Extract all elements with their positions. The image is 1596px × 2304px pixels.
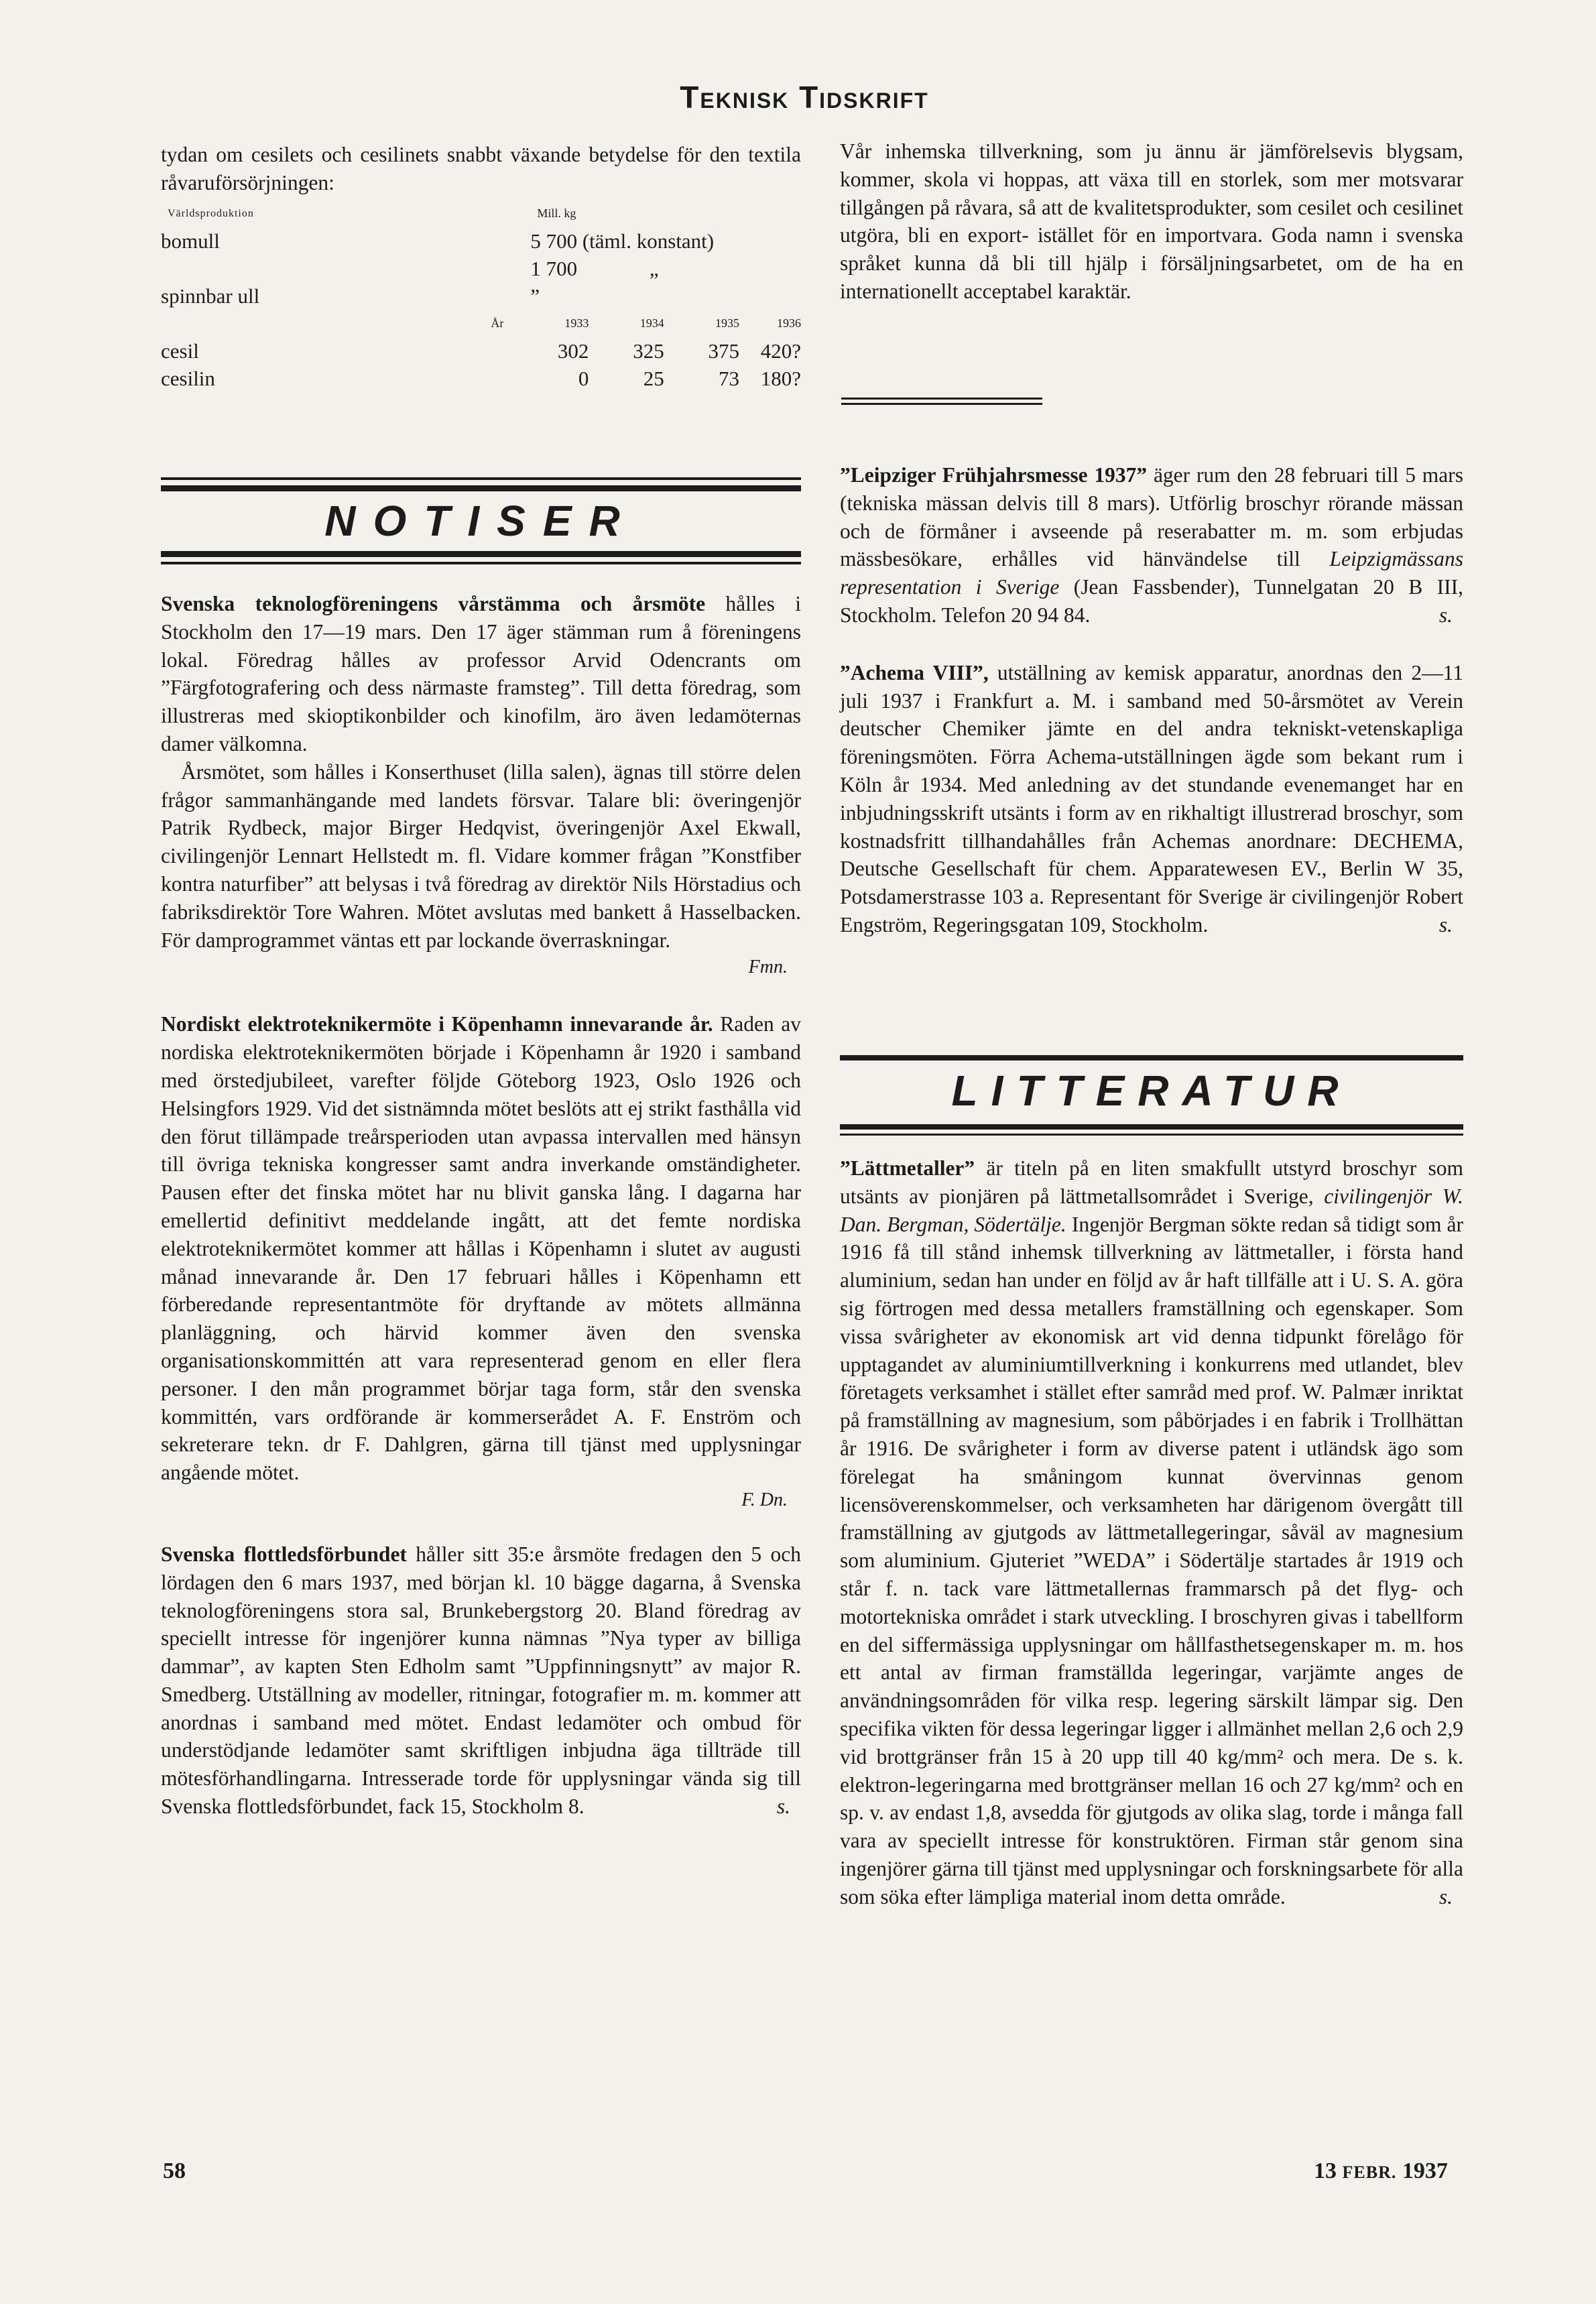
intro-left xyxy=(161,141,801,392)
year-cell: 1934 xyxy=(639,316,664,330)
row-value: 1 700 xyxy=(530,256,578,280)
article-signature: s. xyxy=(1438,603,1453,627)
notiser-rule-bottom xyxy=(161,562,801,564)
unit-label: Mill. kg xyxy=(537,206,576,220)
table-row xyxy=(161,365,801,392)
divider-rule xyxy=(841,398,1042,400)
page-number: 58 xyxy=(163,2159,186,2183)
litteratur-heading: LITTERATUR xyxy=(951,1067,1352,1115)
row-value: 5 700 (täml. konstant) xyxy=(530,229,715,253)
article-signature: s. xyxy=(1438,1884,1453,1908)
row-name: bomull xyxy=(161,229,220,253)
intro-right xyxy=(840,137,1463,306)
article-body: äger rum den 28 februari till 5 mars (tekniska mässan delvis till 8 mars). Utförlig broschyr rörande mässan och de förmåner i avseende på reserabatter m. m. som erbjudas mässbesökare, erhålles vid hänvändelse till xyxy=(840,463,1463,571)
notiser-heading: NOTISER xyxy=(324,497,637,545)
article-signature: F. Dn. xyxy=(741,1489,788,1510)
table-row xyxy=(161,337,801,365)
article xyxy=(840,659,1463,939)
article-emphasis: civilingenjör W. Dan. Bergman, Södertälje. xyxy=(840,1184,1463,1236)
litteratur-rule-bottom xyxy=(840,1124,1463,1130)
divider-rule xyxy=(841,403,1042,405)
notiser-left-column xyxy=(161,590,801,1821)
year-label: År xyxy=(491,316,504,330)
notiser-rule-top xyxy=(161,477,801,480)
table-row xyxy=(161,227,801,255)
article-signature: s. xyxy=(776,1795,790,1819)
article-lead: ”Achema VIII”, xyxy=(840,660,989,684)
notiser-right-column xyxy=(840,461,1463,939)
article-body: Raden av nordiska elektroteknikermöten började i Köpenhamn år 1920 i samband med örstedjubileet, varefter följde Göteborg 1923, Oslo 1926 och Helsingfors 1929. Vid det sistnämnda mötet beslöts att ej strikt fasthålla vid den förut tillämpade treårsperioden utan avpassa intervallen med hänsyn till övriga tekniska kongresser samt andra inverkande omständigheter. Pausen efter det finska mötet har nu blivit ganska lång. I dagarna har emellertid definitivt meddelande ingått, att det femte nordiska elektroteknikermötet kommer att hållas i Köpenhamn i slutet av augusti månad innevarande år. Den 17 februari hålles i Köpenhamn ett förberedande representantmöte för dryftande av mötets allmänna planläggning, och härvid kommer även den svenska organisationskommittén att vara representerad genom en eller flera personer. I den mån programmet börjar taga form, står den svenska kommittén, vars ordförande är kommerserådet A. F. Enström och sekreterare tekn. dr F. Dahlgren, gärna till tjänst med upplysningar angående mötet. xyxy=(161,1012,801,1485)
ditto-marks: „ ” xyxy=(530,256,719,308)
table-row xyxy=(161,255,801,310)
row-name: cesilin xyxy=(161,366,215,390)
article xyxy=(161,1010,801,1487)
cell: 420? xyxy=(760,339,801,363)
cell: 180? xyxy=(760,366,801,390)
article-body-2: Årsmötet, som hålles i Konserthuset (lilla salen), ägnas till större delen frågor sammanhängande med landets försvar. Talare bli: överingenjör Patrik Rydbeck, major Birger Hedqvist, överingenjör Axel Ekwall, civilingenjör Lennart Hellstedt m. fl. Vidare kommer frågan ”Konstfiber kontra naturfiber” att belysas i två föredrag av direktör Nils Hörstadius och fabriksdirektör Tore Wahren. Mötet avslutas med bankett å Hasselbacken. För damprogrammet väntas ett par lockande överraskningar. xyxy=(161,760,801,952)
cell: 325 xyxy=(633,339,664,363)
intro-right-text: Vår inhemska tillverkning, som ju ännu är jämförelsevis blygsam, kommer, skola vi hoppas, att växa till en storlek, som mer motsvarar tillgången på råvara, så att de kvalitetsprodukter, som cesilet och cesilinet utgöra, bli en export- istället för en importvara. Goda namn i svenska språket kunna då bli till hjälp i försäljningsarbetet, om de ha en internationellt acceptabel karaktär. xyxy=(840,139,1463,303)
issue-date xyxy=(1314,2159,1448,2184)
article xyxy=(161,590,801,758)
year-header-row xyxy=(161,310,801,337)
article-lead: ”Leipziger Frühjahrsmesse 1937” xyxy=(840,463,1148,487)
article-lead: ”Lättmetaller” xyxy=(840,1156,975,1180)
article-body-end: (Jean Fassbender), Tunnelgatan 20 B III, Stockholm. Telefon 20 94 84. xyxy=(840,575,1463,627)
row-name: cesil xyxy=(161,339,199,363)
notiser-rule-bottom xyxy=(161,551,801,557)
article-signature: s. xyxy=(1438,912,1453,936)
article xyxy=(161,1540,801,1821)
article-signature: Fmn. xyxy=(748,957,788,978)
article-body: är titeln på en liten smakfullt utstyrd broschyr som utsänts av pionjären på lättmetallsområdet i Sverige, xyxy=(840,1156,1463,1208)
article-lead: Nordiskt elektroteknikermöte i Köpenhamn innevarande år. xyxy=(161,1012,713,1036)
world-production-label: Världsproduktion xyxy=(168,207,254,219)
article-body: hålles i Stockholm den 17—19 mars. Den 17 äger stämman rum å föreningens lokal. Föredrag hålles av professor Arvid Odencrants om ”Färgfotografering och dess närmaste framsteg”. Till detta föredrag, som illustreras med skioptikonbilder och kinofilm, äro även ledamöternas damer välkomna. xyxy=(161,592,801,755)
year-cell: 1936 xyxy=(777,316,801,330)
article-lead: Svenska teknologföreningens vårstämma och årsmöte xyxy=(161,592,706,615)
litteratur-column xyxy=(840,1154,1463,1911)
row-name: spinnbar ull xyxy=(161,284,260,308)
article-emphasis: Leipzigmässans representation i Sverige xyxy=(840,547,1463,599)
date-day: 13 xyxy=(1314,2159,1337,2183)
intro-left-text: tydan om cesilets och cesilinets snabbt växande betydelse för den textila råvaruförsörjningen: xyxy=(161,143,801,194)
article xyxy=(840,1154,1463,1911)
cell: 73 xyxy=(719,366,740,390)
article-lead: Svenska flottledsförbundet xyxy=(161,1542,407,1566)
notiser-rule-top xyxy=(161,485,801,491)
cell: 0 xyxy=(578,366,589,390)
year-cell: 1933 xyxy=(564,316,589,330)
year-cell: 1935 xyxy=(715,316,740,330)
article-body-end: Ingenjör Bergman sökte redan så tidigt som år 1916 få till stånd inhemsk tillverkning av lättmetaller, i första hand aluminium, sedan han under en följd av år haft tillfälle att i U. S. A. göra sig förtrogen med dessa metallers framställning och egenskaper. Som vissa svårigheter av ekonomisk art vid denna tidpunkt förelågo för upptagandet av aluminiumtillverkning i konkurrens med utlandet, blev företagets verksamhet i stället efter samråd med prof. W. Palmær inriktat på framställning av magnesium, som påbörjades i en fabrik i Trollhättan år 1916. De svårigheter i form av diverse patent i utländsk ägo som förelegat ha småningom kunnat övervinnas genom licensöverenskommelser, och verksamheten har därigenom övergått till framställning av gjutgods av lättmetallegeringar, såväl av magnesium som aluminium. Gjuteriet ”WEDA” i Södertälje startades år 1919 och står f. n. tack vare lättmetallernas frammarsch på det flyg- och motortekniska området i stark utveckling. I broschyren givas i tabellform en del siffermässiga upplysningar om hållfasthetsegenskaper m. m. hos ett antal av firman framställda legeringar, varjämte anges de användningsområden för vilka resp. legering särskilt lämpar sig. Den specifika vikten för dessa legeringar ligger i allmänhet mellan 2,6 och 2,9 vid brottgränser från 15 à 20 upp till 40 kg/mm² och mera. De s. k. elektron-legeringarna med brottgränser mellan 16 och 27 kg/mm² och en sp. v. av endast 1,8, avsedda för gjutgods av olika slag, torde i många fall vara av speciellt intresse för konstruktören. Firman står genom sina ingenjörer gärna till tjänst med upplysningar och forskningsarbete för alla som söka efter lämpliga material inom detta område. xyxy=(840,1212,1463,1908)
article-body: håller sitt 35:e årsmöte fredagen den 5 och lördagen den 6 mars 1937, med början kl. 10 bägge dagarna, å Svenska teknologföreningens stora sal, Brunkebergstorg 20. Bland föredrag av speciellt intresse för ingenjörer kunna nämnas ”Nya typer av billiga dammar”, av kapten Sten Edholm samt ”Uppfinningsnytt” av major R. Smedberg. Utställning av modeller, ritningar, fotografier m. m. kommer att anordnas i samband med mötet. Endast ledamöter och ombud för understödjande ledamöter samt skriftligen inbjudna äga tillträde till mötesförhandlingarna. Intresserade torde för upplysningar vända sig till Svenska flottledsförbundet, fack 15, Stockholm 8. xyxy=(161,1542,801,1819)
date-year: 1937 xyxy=(1402,2159,1448,2183)
journal-masthead: Teknisk Tidskrift xyxy=(680,80,929,115)
date-month: FEBR. xyxy=(1342,2163,1397,2182)
cell: 302 xyxy=(557,339,589,363)
production-table xyxy=(161,200,801,392)
article xyxy=(840,461,1463,629)
cell: 375 xyxy=(708,339,740,363)
cell: 25 xyxy=(643,366,664,390)
litteratur-rule-top xyxy=(840,1055,1463,1060)
article-body: utställning av kemisk apparatur, anordnas den 2—11 juli 1937 i Frankfurt a. M. i samband med 50-årsmötet av Verein deutscher Chemiker jämte en del andra tekniskt-vetenskapliga föreningsmöten. Förra Achema-utställningen ägde som bekant rum i Köln år 1934. Med anledning av det stundande evenemanget har en inbjudningsskrift utsänts i form av en rikhaltigt illustrerad broschyr, som kostnadsfritt tillhandahålles från Achemas anordnare: DECHEMA, Deutsche Gesellschaft für chem. Apparatewesen EV., Berlin W 35, Potsdamerstrasse 103 a. Representant för Sverige är civilingenjör Robert Engström, Regeringsgatan 109, Stockholm. xyxy=(840,660,1463,936)
litteratur-rule-bottom xyxy=(840,1134,1463,1136)
